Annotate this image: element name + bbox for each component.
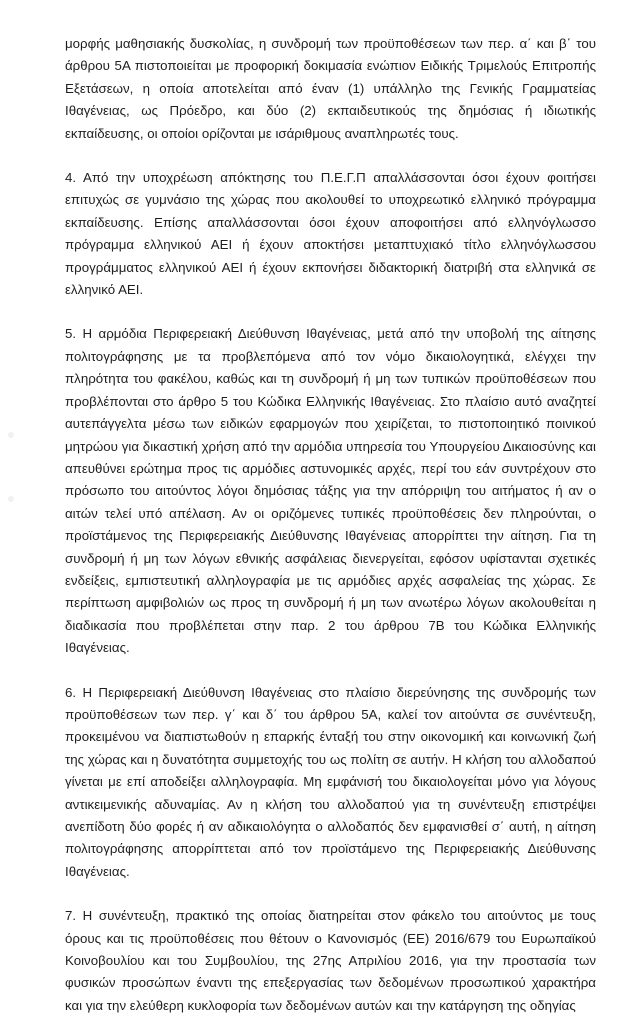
- scan-artifact: [8, 496, 14, 502]
- paragraph-continuation: μορφής μαθησιακής δυσκολίας, η συνδρομή των προϋποθέσεων των περ. α΄ και β΄ του άρθρου 5Α πιστοποιείται με προφορική δοκιμασία ενώπιον Ειδικής Τριμελούς Επιτροπής Εξετάσεων, η οποία αποτελείται από έναν (1) υπάλληλο της Γενικής Γραμματείας Ιθαγένειας, ως Πρόεδρο, και δύο (2) εκπαιδευτικούς της δημόσιας ή ιδιωτικής εκπαίδευσης, οι οποίοι ορίζονται με ισάριθμους αναπληρωτές τους.: [65, 36, 596, 141]
- paragraph-6: 6. Η Περιφερειακή Διεύθυνση Ιθαγένειας στο πλαίσιο διερεύνησης της συνδρομής των προϋποθέσεων των περ. γ΄ και δ΄ του άρθρου 5Α, καλεί τον αιτούντα σε συνέντευξη, προκειμένου να διαπιστωθούν η επαρκής ένταξή του στην οικονομική και κοινωνική ζωή της χώρας και η δυνατότητα συμμετοχής του ως πολίτη σε αυτήν. Η κλήση του αλλοδαπού γίνεται με επί αποδείξει αλληλογραφία. Μη εμφάνισή του δικαιολογείται μόνο για λόγους αντικειμενικής αδυναμίας. Αν η κλήση του αλλοδαπού για τη συνέντευξη επιστρέψει ανεπίδοτη δύο φορές ή αν αδικαιολόγητα ο αλλοδαπός δεν εμφανισθεί σ΄ αυτή, η αίτηση πολιτογράφησης απορρίπτεται από τον προϊστάμενο της Περιφερειακής Διεύθυνσης Ιθαγένειας.: [65, 684, 596, 879]
- document-page: [65, 33, 596, 1017]
- paragraph-5: 5. Η αρμόδια Περιφερειακή Διεύθυνση Ιθαγένειας, μετά από την υποβολή της αίτησης πολιτογράφησης με τα προβλεπόμενα από τον νόμο δικαιολογητικά, ελέγχει την πληρότητα του φακέλου, καθώς και τη συνδρομή ή μη των τυπικών προϋποθέσεων που προβλέπονται στο άρθρο 5 του Κώδικα Ελληνικής Ιθαγένειας. Στο πλαίσιο αυτό αναζητεί αυτεπάγγελτα μέσω των ειδικών εφαρμογών που χειρίζεται, το πιστοποιητικό ποινικού μητρώου για δικαστική χρήση από την αρμόδια υπηρεσία του Υπουργείου Δικαιοσύνης και απευθύνει ερώτημα προς τις αρμόδιες αστυνομικές αρχές, περί του εάν συντρέχουν στο πρόσωπο του αιτούντος λόγοι δημόσιας τάξης για την απόρριψη του αιτήματος ή αν ο αιτών τελεί υπό απέλαση. Αν οι οριζόμενες τυπικές προϋποθέσεις δεν πληρούνται, ο προϊστάμενος της Περιφερειακής Διεύθυνσης Ιθαγένειας απορρίπτει την αίτηση. Για τη συνδρομή ή μη των λόγων εθνικής ασφάλειας διενεργείται, εφόσον υφίστανται σχετικές ενδείξεις, εμπιστευτική αλληλογραφία με τις αρμόδιες αρχές ασφαλείας της χώρας. Σε περίπτωση αμφιβολιών ως προς τη συνδρομή ή μη των ανωτέρω λόγων ακολουθείται η διαδικασία που προβλέπεται στην παρ. 2 του άρθρου 7Β του Κώδικα Ελληνικής Ιθαγένειας.: [65, 326, 596, 656]
- paragraph-4: 4. Από την υποχρέωση απόκτησης του Π.Ε.Γ.Π απαλλάσσονται όσοι έχουν φοιτήσει επιτυχώς σε γυμνάσιο της χώρας που ακολουθεί το υποχρεωτικό ελληνικό πρόγραμμα εκπαίδευσης. Επίσης απαλλάσσονται όσοι έχουν αποφοιτήσει από ελληνόγλωσσο πρόγραμμα ελληνικού ΑΕΙ ή έχουν αποκτήσει μεταπτυχιακό τίτλο ελληνόγλωσσου προγράμματος ελληνικού ΑΕΙ ή έχουν εκπονήσει διδακτορική διατριβή στα ελληνικά σε ελληνικό ΑΕΙ.: [65, 170, 596, 298]
- paragraph-7: 7. Η συνέντευξη, πρακτικό της οποίας διατηρείται στον φάκελο του αιτούντος με τους όρους και τις προϋποθέσεις που θέτουν ο Κανονισμός (ΕΕ) 2016/679 του Ευρωπαϊκού Κοινοβουλίου και του Συμβουλίου, της 27ης Απριλίου 2016, για την προστασία των φυσικών προσώπων έναντι της επεξεργασίας των δεδομένων προσωπικού χαρακτήρα και για την ελεύθερη κυκλοφορία των δεδομένων αυτών και την κατάργηση της οδηγίας: [65, 908, 596, 1013]
- scan-artifact: [8, 432, 14, 438]
